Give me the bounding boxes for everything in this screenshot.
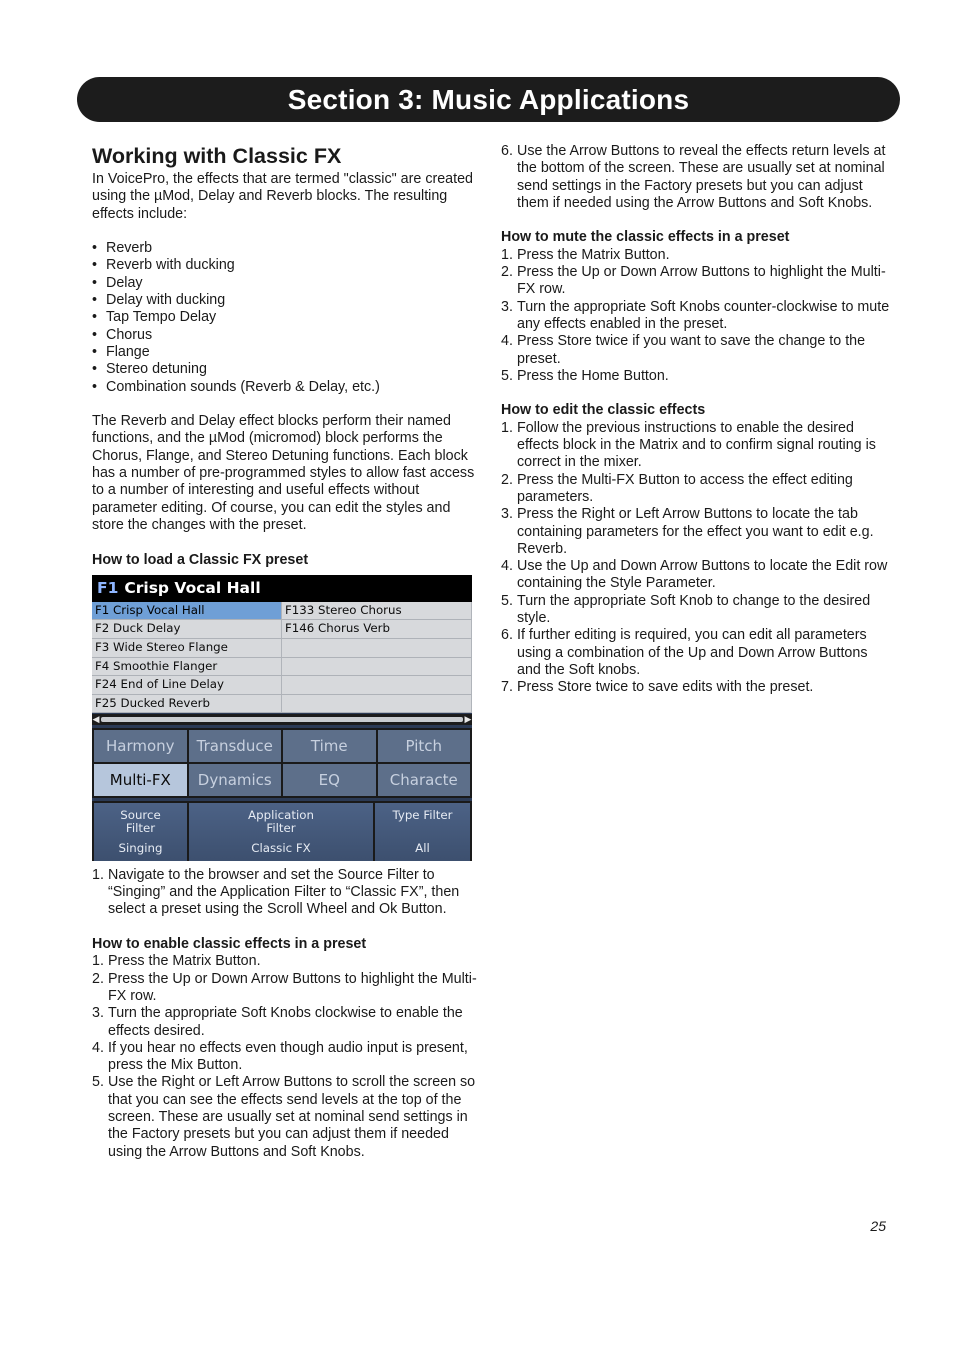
list-item: 4. If you hear no effects even though audio input is present, press the Mix Button.	[92, 1039, 468, 1074]
preset-list	[92, 602, 472, 714]
tab-multi-fx[interactable]: Multi-FX	[94, 764, 187, 796]
preset-item[interactable]: F133 Stereo Chorus	[282, 602, 472, 620]
list-item: • Delay	[92, 274, 143, 291]
load-steps	[92, 867, 482, 919]
preset-item[interactable]: F2 Duck Delay	[92, 620, 282, 638]
list-item: 6. If further editing is required, you can edit all parameters using a combination of the Up and Down Arrow Buttons and the Soft knobs.	[501, 627, 868, 678]
list-item: 3. Turn the appropriate Soft Knobs clockwise to enable the effects desired.	[92, 1005, 463, 1039]
device-screenshot	[92, 575, 472, 861]
right-column	[501, 143, 891, 697]
source-filter-label-2: Filter	[125, 821, 156, 836]
list-item: • Tap Tempo Delay	[92, 309, 217, 326]
preset-item	[282, 658, 472, 676]
horizontal-scrollbar[interactable]	[92, 714, 472, 725]
type-filter-button[interactable]	[375, 803, 470, 860]
list-item: • Flange	[92, 343, 150, 360]
list-item: 1. Press the Matrix Button.	[92, 953, 261, 970]
preset-item	[282, 695, 472, 713]
list-item: 1. Press the Matrix Button.	[501, 246, 670, 263]
preset-item	[282, 639, 472, 657]
scrollbar-track[interactable]	[101, 717, 463, 722]
list-item: 6. Use the Arrow Buttons to reveal the effects return levels at the bottom of the screen. These are usually set at nominal send settings in the Factory presets but you can adjust them if needed using the Arrow Buttons and Soft Knobs.	[501, 143, 886, 211]
mute-steps	[501, 247, 891, 385]
preset-name: Crisp Vocal Hall	[124, 578, 261, 597]
list-item: • Reverb with ducking	[92, 257, 235, 274]
source-filter-value: Singing	[118, 841, 163, 856]
tab-eq[interactable]: EQ	[283, 764, 376, 796]
application-filter-label: Application	[248, 808, 314, 823]
left-column	[92, 143, 482, 1161]
tab-time[interactable]: Time	[283, 730, 376, 762]
effects-list	[92, 240, 482, 396]
edit-steps	[501, 420, 891, 697]
page-heading: Working with Classic FX	[92, 144, 342, 168]
edit-heading: How to edit the classic effects	[501, 402, 706, 419]
list-item: 1. Follow the previous instructions to enable the desired effects block in the Matrix and to confirm signal routing is correct in the mixer.	[501, 419, 876, 471]
table-row	[92, 602, 472, 621]
section-title: Section 3: Music Applications	[287, 83, 690, 115]
preset-item[interactable]: F25 Ducked Reverb	[92, 695, 282, 713]
list-item: 4. Press Store twice if you want to save the change to the preset.	[501, 333, 866, 367]
table-row	[92, 695, 472, 714]
source-filter-label: Source	[120, 808, 161, 823]
type-filter-value: All	[415, 841, 430, 856]
preset-slot: F1	[97, 578, 119, 597]
enable-heading: How to enable classic effects in a preset	[92, 936, 367, 953]
intro-paragraph: In VoicePro, the effects that are termed "classic" are created using the µMod, Delay and Reverb blocks. The resulting effects include:	[92, 171, 474, 222]
screen-title-bar	[92, 575, 472, 602]
list-item: 1. Navigate to the browser and set the Source Filter to “Singing” and the Application Filter to “Classic FX”, then select a preset using the Scroll Wheel and Ok Button.	[92, 866, 460, 918]
tab-dynamics[interactable]: Dynamics	[189, 764, 282, 796]
list-item: 2. Press the Up or Down Arrow Buttons to highlight the Multi-FX row.	[92, 970, 477, 1004]
list-item: 4. Use the Up and Down Arrow Buttons to locate the Edit row containing the Style Parameter.	[501, 558, 888, 592]
mute-heading: How to mute the classic effects in a preset	[501, 229, 790, 246]
section-banner	[77, 77, 900, 122]
filter-bar	[92, 801, 472, 860]
tab-harmony[interactable]: Harmony	[94, 730, 187, 762]
list-item: 3. Turn the appropriate Soft Knobs counter-clockwise to mute any effects enabled in the preset.	[501, 298, 890, 332]
tab-transduce[interactable]: Transduce	[189, 730, 282, 762]
application-filter-button[interactable]	[189, 803, 373, 860]
list-item: • Delay with ducking	[92, 292, 226, 309]
list-item: • Chorus	[92, 326, 153, 343]
list-item: 7. Press Store twice to save edits with the preset.	[501, 679, 814, 696]
preset-item[interactable]: F3 Wide Stereo Flange	[92, 639, 282, 657]
list-item: • Stereo detuning	[92, 361, 207, 378]
list-item: 3. Press the Right or Left Arrow Buttons to locate the tab containing parameters for the effect you want to edit e.g. Reverb.	[501, 506, 874, 557]
load-heading: How to load a Classic FX preset	[92, 551, 309, 568]
list-item: • Reverb	[92, 240, 153, 257]
preset-item[interactable]: F1 Crisp Vocal Hall	[92, 602, 282, 620]
scroll-left-icon[interactable]: ◀	[92, 714, 100, 725]
enable-steps-continued	[501, 143, 891, 212]
preset-item[interactable]: F146 Chorus Verb	[282, 620, 472, 638]
list-item: 5. Turn the appropriate Soft Knob to change to the desired style.	[501, 592, 871, 627]
category-tabs	[92, 728, 472, 798]
preset-item[interactable]: F4 Smoothie Flanger	[92, 658, 282, 676]
table-row	[92, 620, 472, 639]
table-row	[92, 658, 472, 677]
preset-item[interactable]: F24 End of Line Delay	[92, 676, 282, 694]
preset-item	[282, 676, 472, 694]
table-row	[92, 639, 472, 658]
application-filter-label-2: Filter	[266, 821, 296, 836]
list-item: 5. Use the Right or Left Arrow Buttons to scroll the screen so that you can see the effects send levels at the top of the screen. These are usually set at nominal send settings in the Factory presets but you can adjust them if needed using the Arrow Buttons and Soft Knobs.	[92, 1074, 476, 1160]
blocks-paragraph: The Reverb and Delay effect blocks perform their named functions, and the µMod (micromod) block performs the Chorus, Flange, and Stereo Detuning functions. Each block has a number of pre-programmed styles to allow fast access to a number of interesting and useful effects without parameter editing. Of course, you can edit the styles and store the changes with the preset.	[92, 413, 475, 533]
application-filter-value: Classic FX	[251, 841, 311, 856]
page-number: 25	[870, 1218, 886, 1234]
list-item: 5. Press the Home Button.	[501, 367, 669, 384]
list-item: 2. Press the Up or Down Arrow Buttons to highlight the Multi-FX row.	[501, 264, 886, 298]
tab-character[interactable]: Characte	[378, 764, 471, 796]
enable-steps	[92, 953, 482, 1161]
table-row	[92, 676, 472, 695]
list-item: 2. Press the Multi-FX Button to access the effect editing parameters.	[501, 471, 853, 505]
scroll-right-icon[interactable]: ▶	[464, 714, 472, 725]
type-filter-label: Type Filter	[392, 808, 453, 823]
source-filter-button[interactable]	[94, 803, 187, 860]
tab-pitch[interactable]: Pitch	[378, 730, 471, 762]
list-item: • Combination sounds (Reverb & Delay, etc.)	[92, 378, 380, 395]
